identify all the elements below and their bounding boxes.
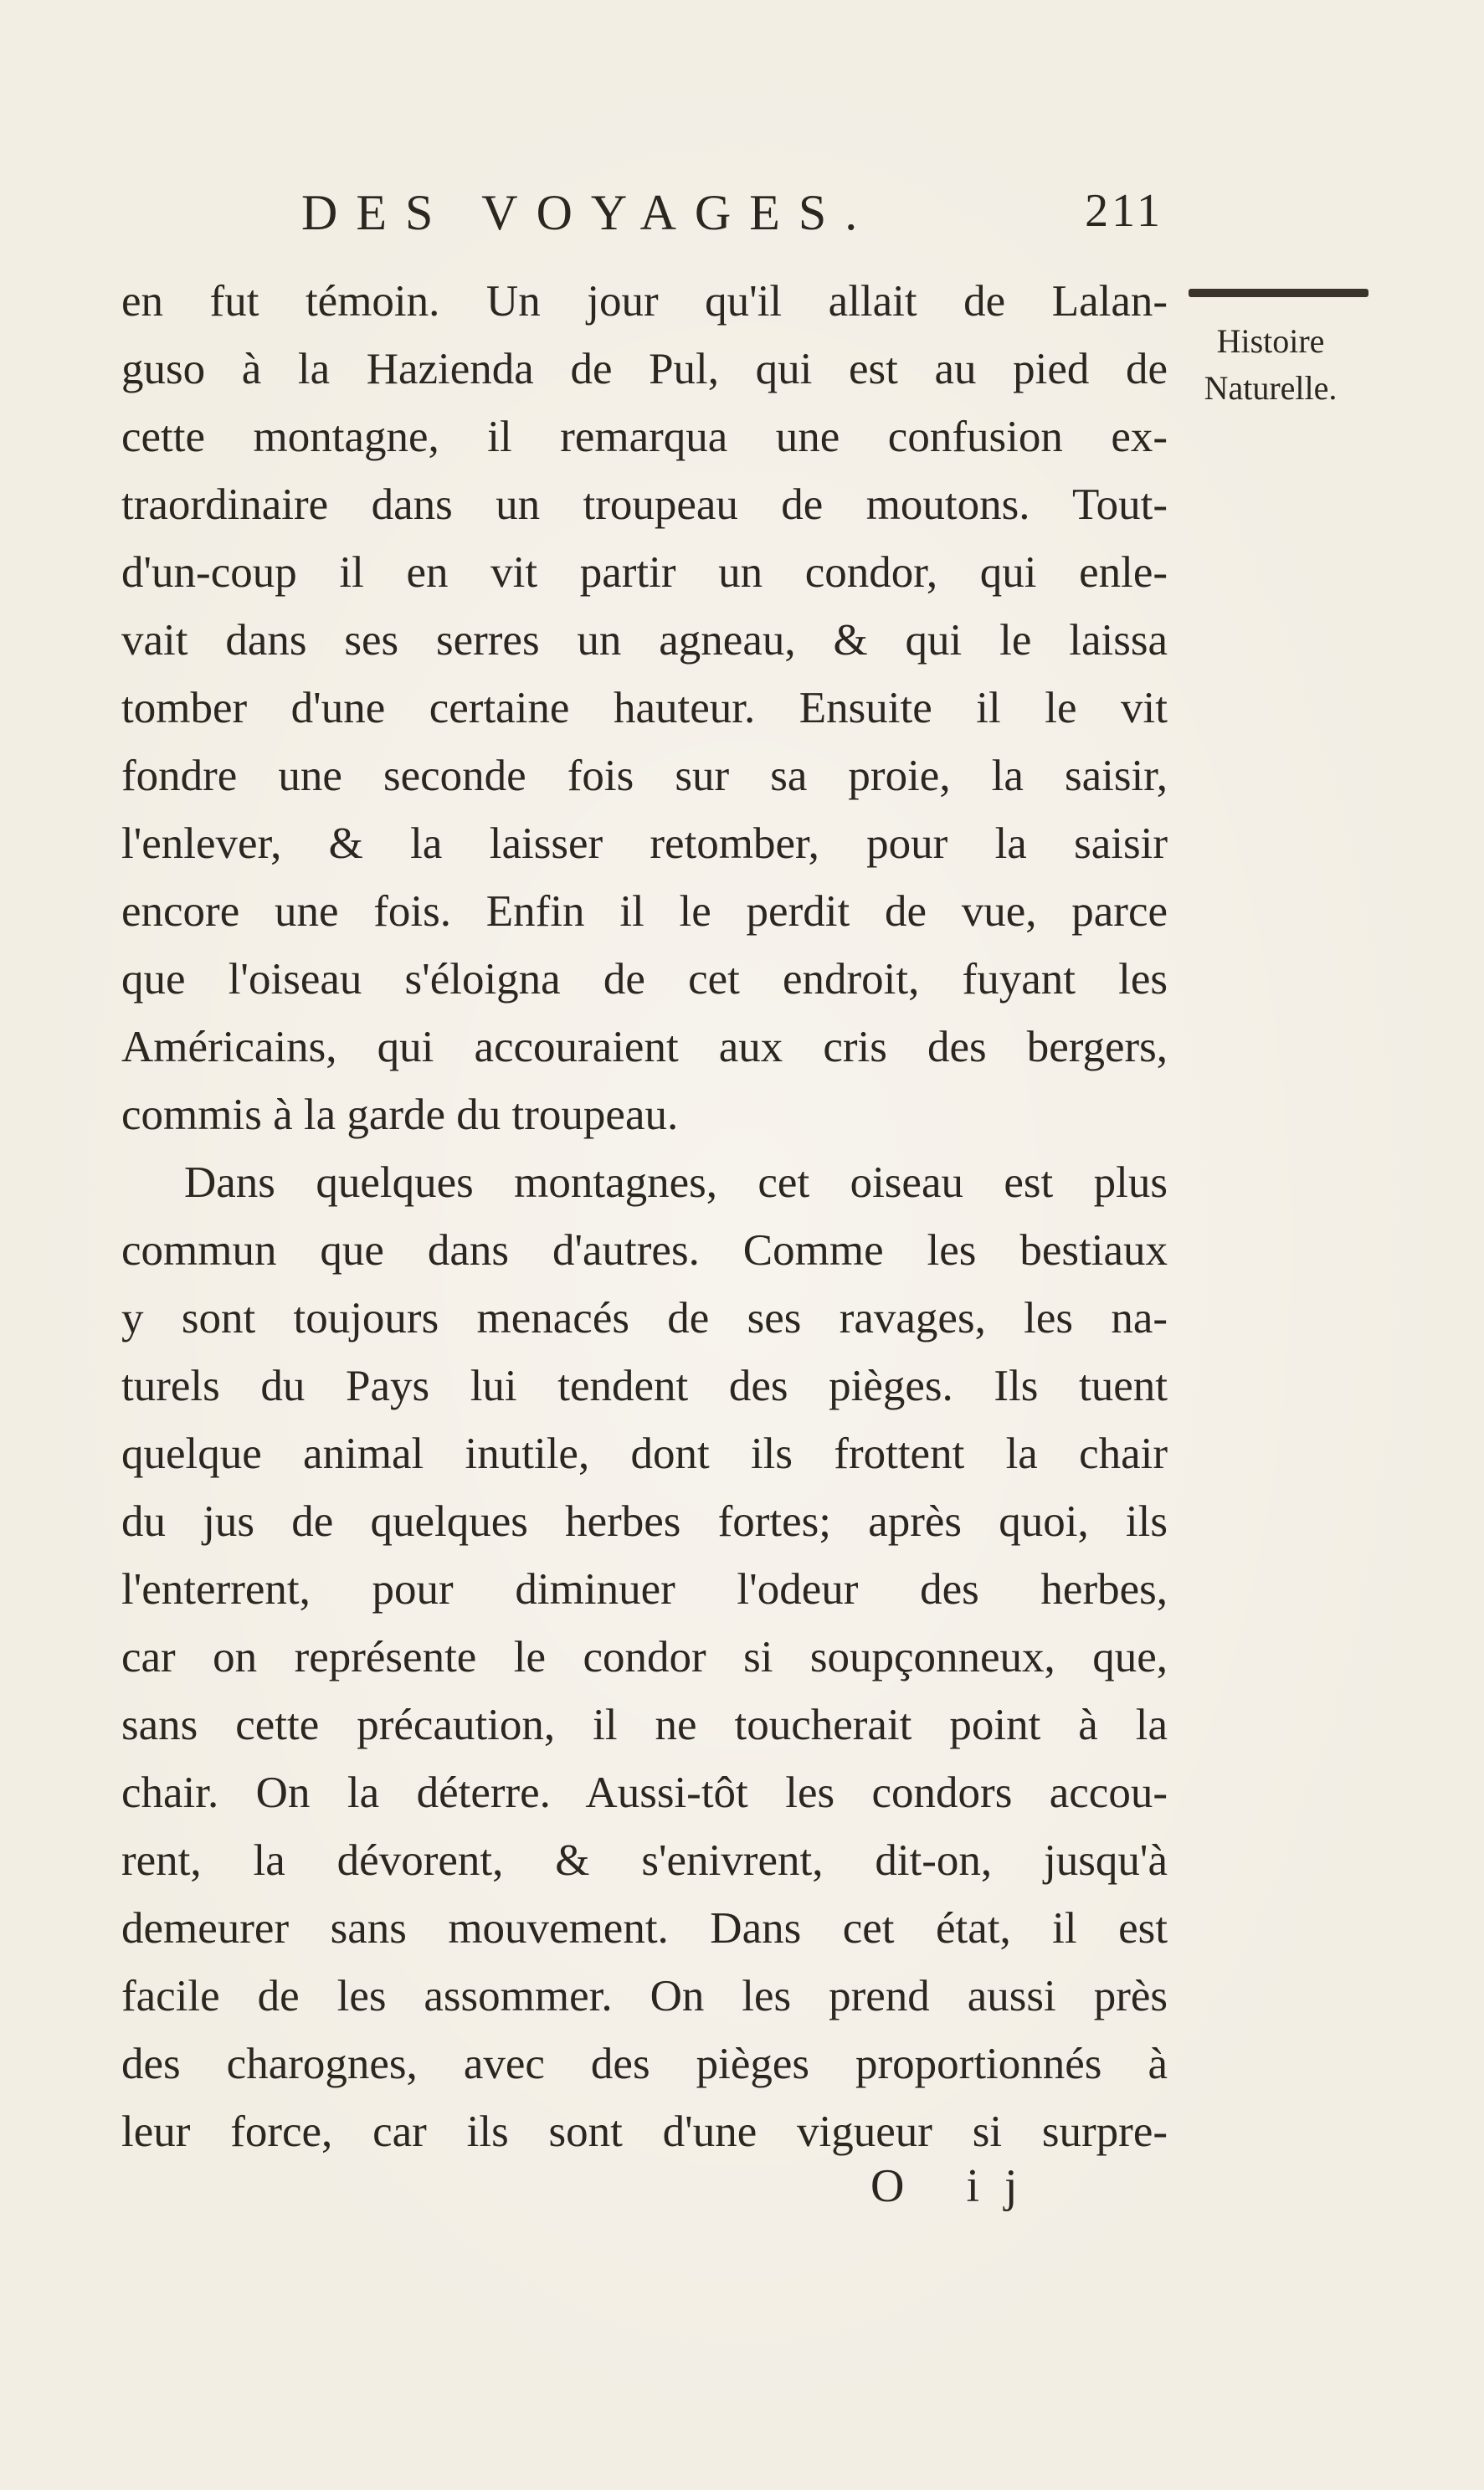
text-line: d'un-coup il en vit partir un condor, qui enle- xyxy=(121,548,1168,597)
margin-note-line: Histoire xyxy=(1216,322,1325,360)
text-line: vait dans ses serres un agneau, & qui le laissa xyxy=(121,616,1168,665)
text-line: du jus de quelques herbes fortes; après quoi, ils xyxy=(121,1497,1168,1546)
text-line: fondre une seconde fois sur sa proie, la saisir, xyxy=(121,752,1168,800)
margin-rule xyxy=(1189,289,1368,297)
margin-note xyxy=(1170,318,1371,412)
text-line: chair. On la déterre. Aussi-tôt les condors accou- xyxy=(121,1769,1168,1817)
text-line: commis à la garde du troupeau. xyxy=(121,1091,679,1139)
text-line: car on représente le condor si soupçonneux, que, xyxy=(121,1633,1168,1681)
text-line: facile de les assommer. On les prend aussi près xyxy=(121,1972,1168,2020)
text-line: l'enterrent, pour diminuer l'odeur des herbes, xyxy=(121,1565,1168,1614)
text-line: traordinaire dans un troupeau de moutons. Tout- xyxy=(121,480,1168,529)
text-line: y sont toujours menacés de ses ravages, les na- xyxy=(121,1294,1168,1343)
running-title: DES VOYAGES. xyxy=(301,185,876,240)
text-line: des charognes, avec des pièges proportionnés à xyxy=(121,2040,1168,2088)
text-line: guso à la Hazienda de Pul, qui est au pied de xyxy=(121,345,1168,393)
text-line: que l'oiseau s'éloigna de cet endroit, fuyant les xyxy=(121,955,1168,1004)
text-line: commun que dans d'autres. Comme les bestiaux xyxy=(121,1226,1168,1275)
text-line: sans cette précaution, il ne toucherait point à la xyxy=(121,1701,1168,1749)
page-header xyxy=(301,184,1163,251)
text-line: rent, la dévorent, & s'enivrent, dit-on, jusqu'à xyxy=(121,1836,1168,1885)
text-line: encore une fois. Enfin il le perdit de vue, parce xyxy=(121,887,1168,936)
signature-mark: O ij xyxy=(870,2160,1043,2212)
text-line: l'enlever, & la laisser retomber, pour la saisir xyxy=(121,819,1168,868)
text-line: tomber d'une certaine hauteur. Ensuite il le vit xyxy=(121,684,1168,732)
body-text xyxy=(121,268,1168,2166)
text-line: demeurer sans mouvement. Dans cet état, il est xyxy=(121,1904,1168,1953)
text-line: turels du Pays lui tendent des pièges. Ils tuent xyxy=(121,1362,1168,1410)
text-line: Américains, qui accouraient aux cris des bergers, xyxy=(121,1023,1168,1071)
text-line: en fut témoin. Un jour qu'il allait de Lalan- xyxy=(121,277,1168,326)
text-line: Dans quelques montagnes, cet oiseau est plus xyxy=(184,1158,1168,1207)
text-line: quelque animal inutile, dont ils frottent la chair xyxy=(121,1430,1168,1478)
margin-note-line: Naturelle. xyxy=(1204,369,1338,407)
text-line: leur force, car ils sont d'une vigueur si surpre- xyxy=(121,2108,1168,2156)
page-number: 211 xyxy=(1085,185,1163,237)
text-line: cette montagne, il remarqua une confusion ex- xyxy=(121,413,1168,461)
